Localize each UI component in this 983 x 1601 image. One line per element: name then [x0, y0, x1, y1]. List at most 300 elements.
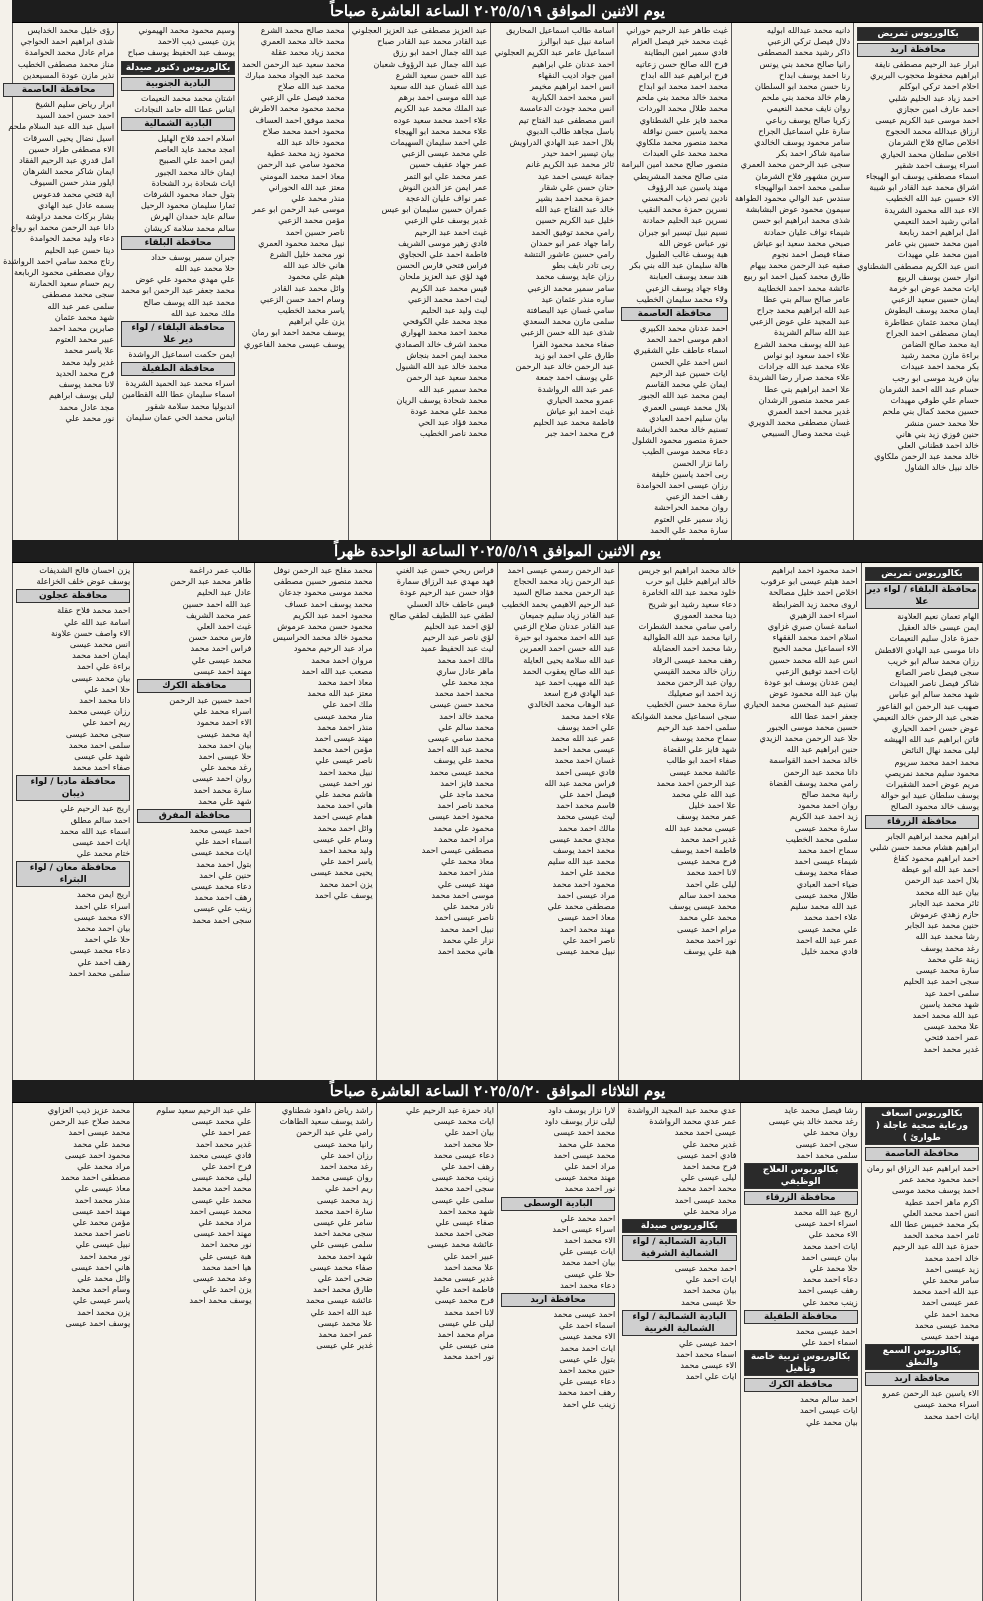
- candidate-name: اسراء يوسف احمد شقير: [895, 159, 979, 170]
- candidate-name: عدي محمد عبد المجيد الرواشدة: [627, 1105, 737, 1115]
- candidate-name: محمد عيسى محمد: [914, 1319, 979, 1330]
- candidate-name: عبد الرحمن محمد صالح السيد: [512, 587, 616, 598]
- candidate-name: علاء احمد سعود ابو نواس: [763, 349, 851, 360]
- candidate-name: محمد مفلح عبد الرحمن نوفل: [273, 565, 373, 575]
- candidate-name: صفاء احمد ابو طالب: [666, 755, 737, 766]
- candidate-name: محمد ناصر احمد: [437, 800, 494, 811]
- candidate-name: محمد حسن عيسى: [429, 699, 494, 710]
- candidate-name: زكريا صالح يوسف رباعي: [765, 114, 851, 125]
- candidate-name: فرح ابراهيم عبد الله ابداح: [640, 69, 728, 80]
- candidate-name: عبد الله مهيب احمد عيد: [534, 677, 616, 688]
- candidate-name: بتول احمد محمد: [196, 858, 252, 869]
- candidate-name: معتز عبد الله محمد: [307, 688, 373, 699]
- candidate-name: بكر محمد احمد عبيدات: [900, 361, 979, 372]
- candidate-name: اسماء عبد الله محمد: [59, 825, 131, 836]
- candidate-name: محمد منصور حسين مصطفى: [273, 576, 373, 587]
- candidate-name: روان احمد عيسى: [192, 773, 252, 784]
- candidate-name: فرح محمد احمد جبر: [545, 428, 615, 439]
- program-heading: بكالوريوس دكتور صيدلة: [121, 61, 235, 75]
- candidate-name: نسيم نبيل تيسير ابو جبران: [638, 226, 728, 237]
- region-heading: محافظة الزرقاء: [744, 1191, 858, 1205]
- candidate-name: فراس احمد محمد: [190, 643, 252, 654]
- candidate-name: سلمى عمر عبد الله: [47, 300, 115, 311]
- candidate-name: ولاء محمد سليمان الخطيب: [636, 293, 728, 304]
- region-heading: محافظة الطفيلة: [744, 1310, 858, 1324]
- candidate-name: اسماء سليمان عطا الله القطامين: [121, 389, 235, 400]
- candidate-name: وائل محمد علي: [77, 1273, 131, 1284]
- candidate-name: ليث وليد عبد الحليم: [420, 305, 488, 316]
- candidate-name: تمارا سليمان محمود الرحيل: [140, 200, 235, 211]
- candidate-name: مؤمن محمد علي: [72, 1217, 131, 1228]
- candidate-name: بيان عبد الله محمود عوض: [769, 688, 858, 699]
- candidate-name: ارزاق عبدالله محمد الحجوج: [885, 126, 979, 137]
- candidate-name: نبيل احمد محمد: [440, 923, 494, 934]
- name-column: [134, 1103, 255, 1601]
- candidate-name: روان عبد الرحمن محمد: [656, 677, 737, 688]
- candidate-name: احمد عيسى محمد: [553, 1309, 616, 1320]
- candidate-name: محمد احمد يوسف: [552, 845, 616, 856]
- candidate-name: فاطمة احمد علي الحجاوي: [398, 249, 488, 260]
- candidate-name: دانا محمد احمد: [79, 695, 131, 706]
- candidate-name: مصطفى محمد علي: [547, 901, 616, 912]
- candidate-name: اسامة غسان صبري غزاوي: [767, 621, 858, 632]
- candidate-name: يوسف عوض خلف الخزاعلة: [36, 576, 131, 587]
- candidate-name: وليد محمد احمد: [319, 845, 373, 856]
- candidate-name: حنين علي احمد: [199, 869, 252, 880]
- candidate-name: الاء احمد محمود: [196, 717, 252, 728]
- candidate-name: عبد الله سلامة يحيى العايلة: [523, 654, 616, 665]
- candidate-name: يوسف عبد الحفيظ يوسف صباح: [127, 47, 235, 58]
- candidate-name: غدير محمد احمد: [195, 1138, 252, 1149]
- candidate-name: شذى ابراهيم احمد الحواجي: [20, 36, 115, 47]
- candidate-name: رانية محمد صالح: [801, 789, 858, 800]
- candidate-name: بشار بركات محمد دراوشة: [25, 211, 115, 222]
- candidate-name: ناصر احمد محمد: [73, 1228, 131, 1239]
- region-heading: البادية الجنوبية: [121, 77, 235, 91]
- candidate-name: احمد سالم مطلق: [70, 814, 131, 825]
- candidate-name: منذر احمد محمد: [438, 867, 494, 878]
- candidate-name: مجدي محمد عيسى: [549, 833, 616, 844]
- candidate-name: زينة علي محمد: [927, 953, 979, 964]
- candidate-name: بتول علي عيسى: [559, 1353, 616, 1364]
- candidate-name: زيد احمد ابو صعيليك: [667, 688, 737, 699]
- candidate-name: رهف عيسى احمد: [797, 1285, 858, 1296]
- candidate-name: ملك احمد علي: [322, 699, 373, 710]
- candidate-name: محمد طلال محمد الوردات: [638, 103, 728, 114]
- candidate-name: سلمى عيسى علي: [310, 1239, 373, 1250]
- candidate-name: امل قدري عبد الرحيم الفقاد: [19, 155, 115, 166]
- candidate-name: سالم عايد حمدان الهرش: [150, 211, 235, 222]
- candidate-name: دعاء محمد عيسى: [191, 881, 252, 892]
- candidate-name: محمد علي محمد عودة: [410, 405, 488, 416]
- candidate-name: امل ابراهيم احمد ربابعة: [899, 227, 979, 238]
- program-heading: بكالوريوس صيدلة: [622, 1219, 736, 1233]
- candidate-name: اسيل عبد الله عبد السلام ملحم: [8, 121, 115, 132]
- candidate-name: محمود حسن محمد عرموش: [277, 621, 373, 632]
- candidate-name: اريج عبد الله محمد: [793, 1207, 858, 1218]
- candidate-name: اسراء علي احمد: [74, 900, 131, 911]
- candidate-name: محمود خالد عبد الله: [276, 137, 345, 148]
- candidate-name: عمر محمد منصور الرشدان: [758, 394, 851, 405]
- candidate-name: رهف محمد عيسى الرقاد: [652, 654, 737, 665]
- candidate-name: غدير علي عيسى: [316, 1340, 373, 1351]
- candidate-name: خلود محمد عبد الله الخامرة: [642, 587, 737, 598]
- candidate-name: ريم احمد علي: [325, 1183, 373, 1194]
- candidate-name: انس مصطفى عبد الفتاح تيم: [518, 114, 615, 125]
- candidate-name: مهند احمد عيسى: [193, 1228, 252, 1239]
- candidate-name: بلال احمد عبد الرحمن: [904, 875, 979, 886]
- candidate-name: دانا عبد الرحمن محمد ابو رواع: [10, 222, 115, 233]
- region-heading: البادية الشمالية / لواء الشمالية الشرقية: [622, 1235, 736, 1261]
- candidate-name: عمر احمد محمد: [318, 1329, 373, 1340]
- candidate-name: مصعب عبد الله احمد: [301, 665, 373, 676]
- candidate-name: هيثم علي محمود: [288, 271, 345, 282]
- candidate-name: ابراهيم محمد ابراهيم الجابر: [885, 830, 979, 841]
- candidate-name: خالد محمد ابراهيم ابو جريس: [638, 565, 737, 575]
- candidate-name: ساره منذر عثمان عيد: [541, 293, 615, 304]
- candidate-name: اسراء عيسى احمد: [552, 1223, 616, 1234]
- candidate-name: عائشة محمد احمد الخطايبة: [757, 282, 851, 293]
- name-column: [256, 1103, 377, 1601]
- candidate-name: عبد الله موسى احمد برهم: [398, 92, 488, 103]
- candidate-name: ذاكر رشيد محمد المصطفى: [757, 47, 851, 58]
- candidate-name: محمد صلاح عبد الرحمن: [49, 1116, 131, 1127]
- candidate-name: دينا محمد العموري: [673, 609, 737, 620]
- candidate-name: مهند عيسى علي: [437, 878, 494, 889]
- region-heading: محافظة عجلون: [16, 589, 130, 603]
- candidate-name: رزان محمد سالم ابو خريب: [887, 655, 979, 666]
- candidate-name: امجد محمد عايد العاصم: [154, 144, 235, 155]
- candidate-name: احمد يوسف محمد موسى: [891, 1185, 979, 1196]
- candidate-name: احمد محمود احمد ابراهيم: [771, 565, 858, 575]
- candidate-name: محمد ماجد علي: [439, 789, 494, 800]
- candidate-name: صبحي محمد سعيد ابو عياش: [753, 237, 851, 248]
- candidate-name: محمد عزيز ذيب العزاوي: [47, 1105, 131, 1115]
- candidate-name: مهند احمد عيسى: [72, 1205, 131, 1216]
- candidate-name: لؤي احمد عبد الحليم: [424, 621, 494, 632]
- candidate-name: عائشة محمد عيسى: [669, 766, 737, 777]
- candidate-name: روان عيسى محمد: [311, 1172, 373, 1183]
- candidate-name: همام عيسى احمد: [313, 811, 373, 822]
- candidate-name: هاني احمد محمد: [316, 800, 373, 811]
- name-column: [134, 563, 255, 1081]
- candidate-name: نبيل محمد محمود العمري: [258, 237, 345, 248]
- candidate-name: عمر محمد يوسف: [676, 811, 737, 822]
- candidate-name: راشد يوسف سعيد الطاهات: [279, 1116, 373, 1127]
- candidate-name: احمد عيسى علي: [679, 1337, 737, 1348]
- candidate-name: مهند احمد عيسى: [193, 665, 252, 676]
- candidate-name: مجد عادل محمد: [59, 401, 115, 412]
- candidate-name: محمد فيصل علي الزعبي: [260, 92, 345, 103]
- candidate-name: صفاء محمد محمود الفرا: [532, 338, 615, 349]
- candidate-name: رهف احمد محمد: [558, 1387, 616, 1398]
- candidate-name: يوسف محمد احمد ابو رمان: [251, 327, 345, 338]
- candidate-name: زينب علي عيسى: [193, 903, 252, 914]
- candidate-name: رغد محمد احمد: [319, 1161, 373, 1172]
- candidate-name: مرام احمد عيسى: [677, 923, 737, 934]
- candidate-name: فاطمة احمد علي: [435, 1284, 494, 1295]
- candidate-name: اريج عبد الرحيم علي: [60, 803, 131, 814]
- candidate-name: رامي محمد توفيق الحمد: [531, 226, 615, 237]
- candidate-name: فرح محمد عيسى: [677, 856, 737, 867]
- candidate-name: هبة يوسف غالب الطبول: [645, 249, 728, 260]
- candidate-name: راما جهاد عمر ابو حمدان: [530, 237, 615, 248]
- candidate-name: محمد احمد محمد: [192, 1183, 252, 1194]
- candidate-name: يزن عيسى ذيب الاحمد: [157, 36, 235, 47]
- candidate-name: مؤمن محمد الزعبي: [278, 215, 345, 226]
- candidate-name: امين جواد اديب النقهاء: [538, 69, 615, 80]
- candidate-name: ايات محمد عوض ابو خرمة: [888, 283, 979, 294]
- candidate-name: محمد سعيد عبد الرحمن الحمد: [241, 58, 345, 69]
- candidate-name: دانا محمد عبد الرحمن: [783, 766, 858, 777]
- candidate-name: روان مصطفى محمود الربابعة: [13, 267, 115, 278]
- candidate-name: بيان عيسى احمد: [801, 1251, 858, 1262]
- candidate-name: منصور صالح محمد امين البرامة: [621, 159, 728, 170]
- candidate-name: سارة علي اسماعيل الجراح: [758, 125, 851, 136]
- candidate-name: ليث عيسى محمد: [556, 811, 616, 822]
- candidate-name: لانا محمد يوسف: [58, 379, 115, 390]
- candidate-name: فرح محمد عيسى: [434, 1295, 494, 1306]
- candidate-name: ختام محمد علي: [76, 848, 131, 859]
- candidate-name: مراد احمد علي: [564, 1161, 616, 1172]
- region-heading: محافظة المفرق: [137, 809, 251, 823]
- candidate-name: حسام عبد الله احمد الشرمان: [879, 383, 979, 394]
- candidate-name: عبد الله محمد احمد: [912, 1009, 979, 1020]
- candidate-name: سجى محمد عيسى: [65, 728, 131, 739]
- candidate-name: محمد ياسين حسن نواقلة: [642, 125, 728, 136]
- candidate-name: محمد يوسف احمد عساف: [284, 598, 373, 609]
- candidate-name: محمد سعيد عبد الرحمن: [406, 372, 488, 383]
- candidate-name: عبد الله سالم الشريدة: [774, 327, 851, 338]
- candidate-name: رزان خالد محمد القيسي: [653, 665, 737, 676]
- candidate-name: نور محمد علي: [65, 412, 115, 423]
- candidate-name: دعاء محمد موسى الطيب: [642, 446, 728, 457]
- candidate-name: هاشم محمد علي: [315, 789, 373, 800]
- candidate-name: دانا موسى عبد الهادي الاقطش: [874, 644, 979, 655]
- candidate-name: سارة احمد محمد: [314, 1205, 373, 1216]
- candidate-name: لانا احمد محمد: [686, 867, 737, 878]
- candidate-name: سندس عبد الوالي محمود الطواهة: [734, 193, 851, 204]
- candidate-name: محمد خالد احمد: [439, 710, 494, 721]
- candidate-name: انس احمد ابراهيم مخيمر: [530, 81, 615, 92]
- section-monday-morning: [3, 0, 983, 540]
- candidate-name: عبد الرحمن خالد عبد الرحمن: [515, 361, 615, 372]
- section-banner: يوم الاثنين الموافق ٢٠٢٥/٥/١٩ الساعة الواحدة ظهراً: [12, 540, 983, 563]
- candidate-name: محمد ايمن احمد بنجاش: [406, 349, 488, 360]
- candidate-name: سلمى احمد محمد: [68, 739, 131, 750]
- candidate-name: وائل محمد عبد القادر: [272, 282, 345, 293]
- candidate-name: محمد احمد عيسى: [553, 1127, 616, 1138]
- candidate-name: دعاء وليد محمد الحوامدة: [29, 233, 115, 244]
- candidate-name: غيث احمد عبد الرحيم: [414, 226, 488, 237]
- candidate-name: علي محمد عيسى: [797, 923, 858, 934]
- candidate-name: يوسف احمد عيسى: [65, 1317, 131, 1328]
- candidate-name: صفاء عيسى علي: [435, 1217, 494, 1228]
- columns-grid: [3, 23, 983, 541]
- candidate-name: احمد ابراهيم محمود كفاغ: [893, 853, 979, 864]
- candidate-name: محمد فؤاد عبد الحي: [418, 417, 488, 428]
- candidate-name: خالد احمد قطناني العلي: [897, 439, 979, 450]
- candidate-name: غسان مصطفى محمد الدويري: [748, 417, 851, 428]
- candidate-name: امين محمد حسين بني عامر: [885, 238, 979, 249]
- candidate-name: احمد محمد عيسى: [674, 1263, 737, 1274]
- name-column: [854, 23, 983, 558]
- candidate-name: احمد محمود محمد عمر: [899, 1174, 979, 1185]
- candidate-name: راشد رياض داهود شطناوي: [281, 1105, 373, 1115]
- candidate-name: ثامر احمد محمد الحمد: [903, 1230, 979, 1241]
- candidate-name: عبد الله يوسف محمد الشرع: [754, 338, 851, 349]
- candidate-name: روان احمد محمود: [797, 800, 858, 811]
- candidate-name: راما نزار الحسن: [672, 457, 728, 468]
- candidate-name: عمر احمد فتحي: [924, 1032, 979, 1043]
- section-monday-noon: [12, 540, 983, 1080]
- region-heading: البادية الشمالية / لواء الشمالية الغربية: [622, 1310, 736, 1336]
- candidate-name: اسماعيل عامر عبد الكريم العجلوني: [494, 47, 615, 58]
- candidate-name: روان محمد علي: [803, 1127, 858, 1138]
- candidate-name: اسامة طالب اسماعيل المحاريق: [506, 25, 615, 35]
- candidate-name: احمد حسن احمد السيد: [36, 110, 115, 121]
- candidate-name: حلا محمد عبد الله: [174, 263, 235, 274]
- candidate-name: نبيل محمد عيسى: [556, 945, 616, 956]
- candidate-name: رانيا محمد عبد الله الطوالبة: [642, 632, 737, 643]
- candidate-name: عبد الله حسن سعيد الشرع: [395, 69, 488, 80]
- candidate-name: مهند محمد احمد: [559, 923, 616, 934]
- candidate-name: رزان عيسى احمد الحوامدة: [636, 479, 728, 490]
- candidate-name: سارة محمد عيسى: [916, 965, 979, 976]
- candidate-name: تسنيم خالد محمد الخرابشة: [636, 423, 728, 434]
- candidate-name: ابراهيم هشام محمد حسن شلبي: [869, 841, 979, 852]
- region-heading: محافظة البلقاء / لواء دير علا: [121, 321, 235, 347]
- candidate-name: ربى احمد ياسين خليفة: [651, 468, 728, 479]
- candidate-name: يزن احمد علي: [202, 1284, 252, 1295]
- candidate-name: محمود سليم محمد نمريصي: [884, 767, 979, 778]
- candidate-name: يزن محمد احمد: [77, 1306, 131, 1317]
- candidate-name: اسماء احمد علي: [195, 836, 252, 847]
- region-heading: محافظة العاصمة: [621, 307, 728, 321]
- candidate-name: محمود علي محمد: [433, 822, 494, 833]
- candidate-name: محمد علي محمد: [73, 1138, 131, 1149]
- candidate-name: شهد محمد ياسين: [919, 998, 979, 1009]
- candidate-name: احمد زياد عبد الحليم شلبي: [888, 92, 979, 103]
- candidate-name: ناصر عيسى علي: [315, 755, 373, 766]
- candidate-name: مهند احمد عيسى: [921, 1331, 979, 1342]
- candidate-name: اريج ايمن محمد: [77, 889, 131, 900]
- candidate-name: فرح الله صالح حسن زعاتيه: [635, 58, 728, 69]
- candidate-name: علاء احمد محمد: [803, 912, 858, 923]
- candidate-name: طارق محمد كميل احمد ابو ربيع: [743, 271, 851, 282]
- candidate-name: سجى احمد محمد: [192, 914, 252, 925]
- candidate-name: اسراء محمد عيسى: [913, 1399, 979, 1410]
- candidate-name: ناصر عيسى احمد: [434, 912, 494, 923]
- candidate-name: زيد احمد عبد الكريم: [789, 811, 858, 822]
- candidate-name: رزان عيسى محمد: [68, 706, 131, 717]
- candidate-name: عبد الله احمد حسين: [182, 598, 252, 609]
- candidate-name: ايمن حكمت اسماعيل الرواشدة: [128, 349, 235, 360]
- candidate-name: دعاء عيسى علي: [559, 1376, 616, 1387]
- region-heading: محافظة اربد: [857, 43, 979, 57]
- candidate-name: مراد عيسى احمد: [557, 889, 616, 900]
- candidate-name: احمد عدنان علي ابراهيم: [532, 58, 615, 69]
- candidate-name: سجى محمد مصطفى: [42, 289, 115, 300]
- candidate-name: احمد سالم محمد: [800, 1394, 858, 1405]
- candidate-name: رهف احمد محمد: [194, 892, 252, 903]
- candidate-name: شهد فايز علي القضاة: [663, 744, 737, 755]
- candidate-name: فادي سمير امين البطاينة: [644, 47, 728, 58]
- candidate-name: بيان محمد احمد: [682, 1285, 737, 1296]
- candidate-name: فارس محمد حسن: [188, 632, 252, 643]
- candidate-name: سالم محمد سلامة كريشان: [144, 222, 235, 233]
- candidate-name: الاء اسماعيل محمد الحيح: [772, 643, 858, 654]
- candidate-name: اسامة عبد الله علي: [64, 616, 131, 627]
- candidate-name: الاء حسين عبد الله الخطيب: [885, 193, 979, 204]
- candidate-name: محمود احمد عيسى: [428, 811, 494, 822]
- candidate-name: شيماء نواف عليان حمادنة: [763, 226, 851, 237]
- candidate-name: حلا محمد احمد: [443, 1138, 494, 1149]
- candidate-name: محمد عبد الله احمد: [427, 744, 494, 755]
- candidate-name: احلام احمد تركي ابوكلم: [899, 81, 979, 92]
- candidate-name: ايات عيسى احمد: [799, 1405, 858, 1416]
- candidate-name: دعاء محمد عيسى: [69, 945, 131, 956]
- candidate-name: نسرين حمزة محمد النقيب: [638, 204, 728, 215]
- candidate-name: اندبوليا محمد سلامة شقور: [145, 400, 235, 411]
- candidate-name: اماني رشيد احمد النعيمي: [893, 215, 979, 226]
- candidate-name: ايمان مصطفى احمد الجراح: [885, 327, 979, 338]
- candidate-name: احمد حسين عبد الرحمن: [169, 695, 252, 706]
- candidate-name: محمد جعفر عبد الرحمن ابو محمد: [121, 285, 235, 296]
- candidate-name: عبد الله محمد سليم: [790, 901, 858, 912]
- candidate-name: هاني خالد عبد الله: [283, 260, 345, 271]
- candidate-name: بيان عبد الله محمد: [915, 886, 979, 897]
- candidate-name: محمد عيسى محمد: [429, 766, 494, 777]
- region-heading: محافظة اربد: [501, 1293, 615, 1307]
- candidate-name: عبد الرحمن احمد محمد: [656, 777, 737, 788]
- candidate-name: رزان عايد يوسف محمد: [535, 271, 615, 282]
- candidate-name: مراد محمد علي: [198, 1217, 252, 1228]
- candidate-name: حلا احمد علي: [84, 683, 131, 694]
- candidate-name: دلال فيصل تركي الزعبي: [767, 36, 851, 47]
- candidate-name: محمد منصور محمد ملكاوي: [636, 137, 728, 148]
- candidate-name: حلا علي احمد: [84, 934, 131, 945]
- candidate-name: دعاء سعيد رشيد ابو شريح: [648, 598, 737, 609]
- region-heading: محافظة الطفيلة: [121, 362, 235, 376]
- candidate-name: محمد موسى محمود جدعان: [278, 587, 373, 598]
- candidate-name: اسماء احمد علي: [559, 1320, 616, 1331]
- candidate-name: مناز محمد مصطفى الخطيب: [17, 58, 115, 69]
- candidate-name: وسام علي عيسى: [313, 833, 373, 844]
- candidate-name: ملك محمد عبد الله: [170, 307, 235, 318]
- candidate-name: ابرار رياض سليم الشيخ: [35, 99, 115, 110]
- candidate-name: محمد علي يوسف: [433, 755, 494, 766]
- candidate-name: سلمى احمد عيد: [924, 987, 979, 998]
- name-column: [377, 1103, 498, 1601]
- candidate-name: اخلاص سلطان محمد الحياري: [880, 148, 979, 159]
- candidate-name: سلمى محمد احمد: [68, 967, 131, 978]
- region-heading: محافظة الكرك: [744, 1378, 858, 1392]
- candidate-name: منذر احمد محمد: [317, 721, 373, 732]
- candidate-name: رشا محمد عبد الله: [915, 931, 979, 942]
- candidate-name: اخلاص احمد خليل مصالحة: [768, 587, 858, 598]
- candidate-name: اخلاص صالح فلاح الشرمان: [888, 137, 979, 148]
- candidate-name: رانيا صالح محمد بني يونس: [759, 58, 851, 69]
- candidate-name: غدير محمد علي: [682, 1138, 737, 1149]
- candidate-name: محمد عيسى احمد: [68, 1127, 131, 1138]
- candidate-name: صفاء فيصل احمد نجوم: [771, 249, 851, 260]
- candidate-name: محمود سامي عبد الرحمن: [257, 159, 345, 170]
- candidate-name: دانيه محمد عبدالله ابوليه: [766, 25, 851, 35]
- candidate-name: باسل مجاهد طالب الدبوي: [526, 125, 615, 136]
- candidate-name: معاذ احمد محمد المومني: [259, 170, 345, 181]
- candidate-name: جعفر احمد عطا الله: [789, 710, 858, 721]
